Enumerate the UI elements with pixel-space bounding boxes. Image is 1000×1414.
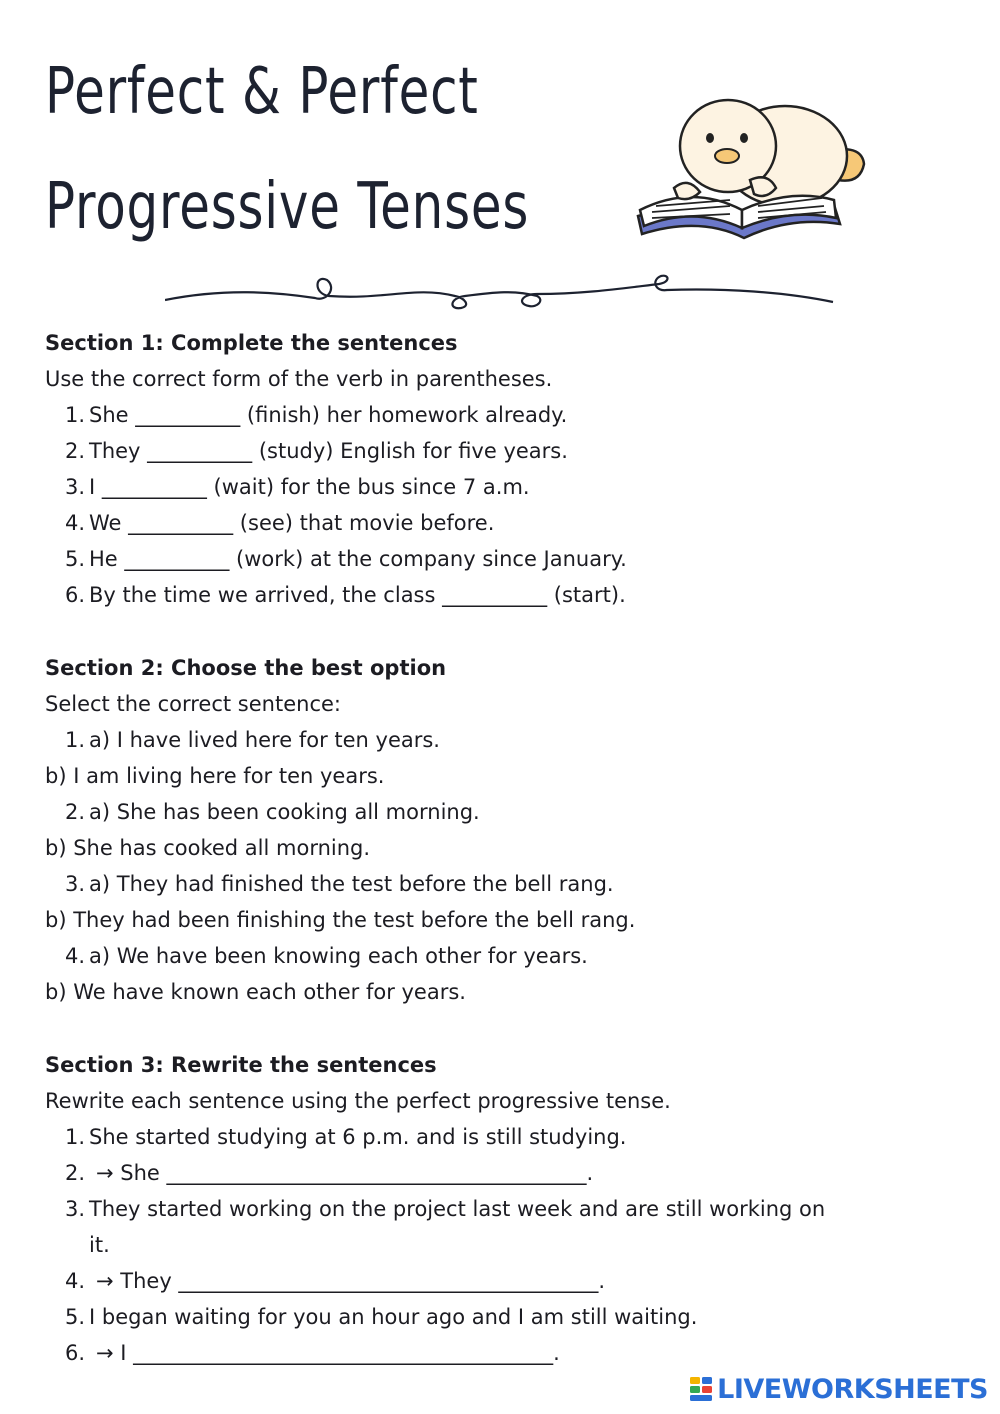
- answer-line[interactable]: → She ________________________________________.: [96, 1161, 594, 1185]
- list-number: 5.: [64, 547, 85, 571]
- section2-instruction: Select the correct sentence:: [45, 692, 341, 716]
- page-title-line-2: Progressive Tenses: [45, 170, 530, 244]
- list-item: She __________ (finish) her homework already.: [89, 403, 568, 427]
- option-a: a) We have been knowing each other for years.: [89, 944, 588, 968]
- duck-reading-book-icon: [630, 88, 870, 248]
- list-item: They __________ (study) English for five years.: [89, 439, 568, 463]
- list-number: 6.: [64, 1341, 85, 1365]
- section3-instruction: Rewrite each sentence using the perfect progressive tense.: [45, 1089, 671, 1113]
- list-number: 2.: [64, 1161, 85, 1185]
- list-item-continuation: it.: [89, 1233, 110, 1257]
- swirl-divider: [165, 272, 835, 317]
- list-number: 2.: [64, 800, 85, 824]
- list-number: 3.: [64, 475, 85, 499]
- list-number: 1.: [64, 403, 85, 427]
- section2-heading: Section 2: Choose the best option: [45, 656, 447, 680]
- option-a: a) They had finished the test before the bell rang.: [89, 872, 614, 896]
- list-number: 4.: [64, 511, 85, 535]
- list-item: I __________ (wait) for the bus since 7 a.m.: [89, 475, 530, 499]
- list-item: He __________ (work) at the company since January.: [89, 547, 627, 571]
- list-number: 6.: [64, 583, 85, 607]
- liveworksheets-logo[interactable]: [689, 1374, 988, 1404]
- list-number: 2.: [64, 439, 85, 463]
- list-number: 3.: [64, 1197, 85, 1221]
- list-number: 4.: [64, 1269, 85, 1293]
- list-number: 4.: [64, 944, 85, 968]
- list-number: 5.: [64, 1305, 85, 1329]
- page-title-line-1: Perfect & Perfect: [45, 55, 479, 129]
- list-item: She started studying at 6 p.m. and is still studying.: [89, 1125, 627, 1149]
- section1-instruction: Use the correct form of the verb in parentheses.: [45, 367, 553, 391]
- list-item: They started working on the project last week and are still working on: [89, 1197, 826, 1221]
- logo-text: LIVEWORKSHEETS: [717, 1373, 988, 1405]
- section3-heading: Section 3: Rewrite the sentences: [45, 1053, 437, 1077]
- list-number: 1.: [64, 728, 85, 752]
- list-item: We __________ (see) that movie before.: [89, 511, 495, 535]
- option-a: a) She has been cooking all morning.: [89, 800, 480, 824]
- list-item: I began waiting for you an hour ago and I am still waiting.: [89, 1305, 698, 1329]
- list-number: 3.: [64, 872, 85, 896]
- list-number: 1.: [64, 1125, 85, 1149]
- liveworksheets-logo-icon: [689, 1376, 713, 1402]
- option-b: b) I am living here for ten years.: [45, 764, 385, 788]
- answer-line[interactable]: → They ________________________________________.: [96, 1269, 606, 1293]
- option-b: b) They had been finishing the test before the bell rang.: [45, 908, 636, 932]
- list-item: By the time we arrived, the class __________ (start).: [89, 583, 626, 607]
- option-a: a) I have lived here for ten years.: [89, 728, 440, 752]
- option-b: b) She has cooked all morning.: [45, 836, 371, 860]
- option-b: b) We have known each other for years.: [45, 980, 466, 1004]
- section1-heading: Section 1: Complete the sentences: [45, 331, 458, 355]
- answer-line[interactable]: → I ________________________________________.: [96, 1341, 560, 1365]
